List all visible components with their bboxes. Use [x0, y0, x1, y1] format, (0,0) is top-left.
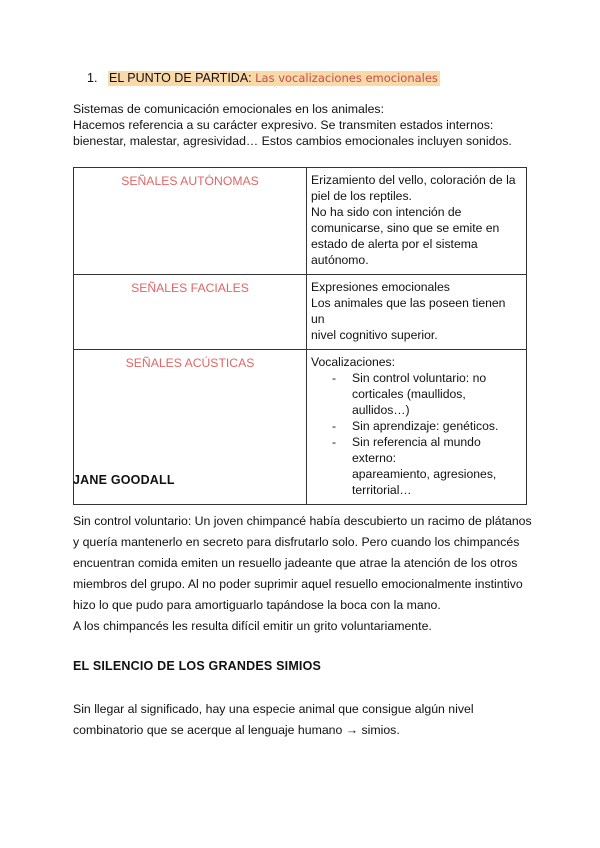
row-description	[307, 275, 527, 350]
list-line: Sin referencia al mundo externo:	[352, 435, 481, 465]
desc-line: Expresiones emocionales	[311, 280, 450, 294]
para-line: miembros del grupo. Al no poder suprimir aquel resuello emocionalmente instintivo	[73, 577, 523, 591]
silencio-title: EL SILENCIO DE LOS GRANDES SIMIOS	[73, 659, 322, 673]
para-line: Sin llegar al significado, hay una especie animal que consigue algún nivel	[73, 702, 474, 716]
para-line: hizo lo que pudo para amortiguarlo tapándose la boca con la mano.	[73, 598, 441, 612]
desc-line: Erizamiento del vello, coloración de la	[311, 173, 516, 187]
desc-line: No ha sido con intención de	[311, 205, 462, 219]
silencio-paragraph	[73, 699, 533, 741]
intro-line: Hacemos referencia a su carácter expresivo. Se transmiten estados internos:	[73, 118, 494, 132]
row-label: SEÑALES AUTÓNOMAS	[74, 168, 307, 275]
vocalization-list	[311, 370, 520, 498]
dash-marker: -	[332, 371, 337, 385]
heading-accent: Las vocalizaciones emocionales	[255, 71, 438, 85]
desc-line: autónomo.	[311, 253, 369, 267]
para-line: Sin control voluntario: Un joven chimpancé había descubierto un racimo de plátanos	[73, 514, 532, 528]
para-line: A los chimpancés les resulta difícil emitir un grito voluntariamente.	[73, 619, 432, 633]
list-item	[311, 434, 520, 498]
signals-table	[73, 167, 527, 505]
list-line: territorial…	[352, 483, 412, 497]
intro-line: Sistemas de comunicación emocionales en los animales:	[73, 102, 384, 116]
desc-line: estado de alerta por el sistema	[311, 237, 478, 251]
goodall-paragraph	[73, 511, 533, 637]
row-label: SEÑALES ACÚSTICAS	[74, 350, 307, 505]
dash-marker: -	[332, 435, 337, 449]
table-row	[74, 168, 527, 275]
heading-prefix: EL PUNTO DE PARTIDA:	[109, 71, 256, 85]
dash-marker: -	[332, 419, 337, 433]
goodall-title: JANE GOODALL	[73, 473, 175, 487]
desc-line: nivel cognitivo superior.	[311, 328, 438, 342]
row-description	[307, 168, 527, 275]
list-item	[311, 418, 520, 434]
desc-line: piel de los reptiles.	[311, 189, 412, 203]
heading-highlight	[108, 71, 440, 86]
list-line: corticales (maullidos, aullidos…)	[352, 387, 466, 417]
desc-line: comunicarse, sino que se emite en	[311, 221, 500, 235]
heading-number: 1.	[87, 71, 98, 85]
row-label: SEÑALES FACIALES	[74, 275, 307, 350]
intro-line: bienestar, malestar, agresividad… Estos cambios emocionales incluyen sonidos.	[73, 134, 512, 148]
table-row	[74, 275, 527, 350]
desc-line: Los animales que las poseen tienen un	[311, 296, 506, 326]
intro-paragraph	[73, 101, 543, 149]
row-description	[307, 350, 527, 505]
section-heading	[87, 70, 440, 86]
list-line: Sin control voluntario: no	[352, 371, 487, 385]
para-line: combinatorio que se acerque al lenguaje humano → simios.	[73, 723, 400, 737]
list-line: Sin aprendizaje: genéticos.	[352, 419, 499, 433]
list-line: apareamiento, agresiones,	[352, 467, 497, 481]
list-item	[311, 370, 520, 418]
para-line: encuentran comida emiten un resuello jadeante que atrae la atención de los otros	[73, 556, 518, 570]
desc-intro: Vocalizaciones:	[311, 355, 396, 369]
para-line: y quería mantenerlo en secreto para disfrutarlo solo. Pero cuando los chimpancés	[73, 535, 520, 549]
